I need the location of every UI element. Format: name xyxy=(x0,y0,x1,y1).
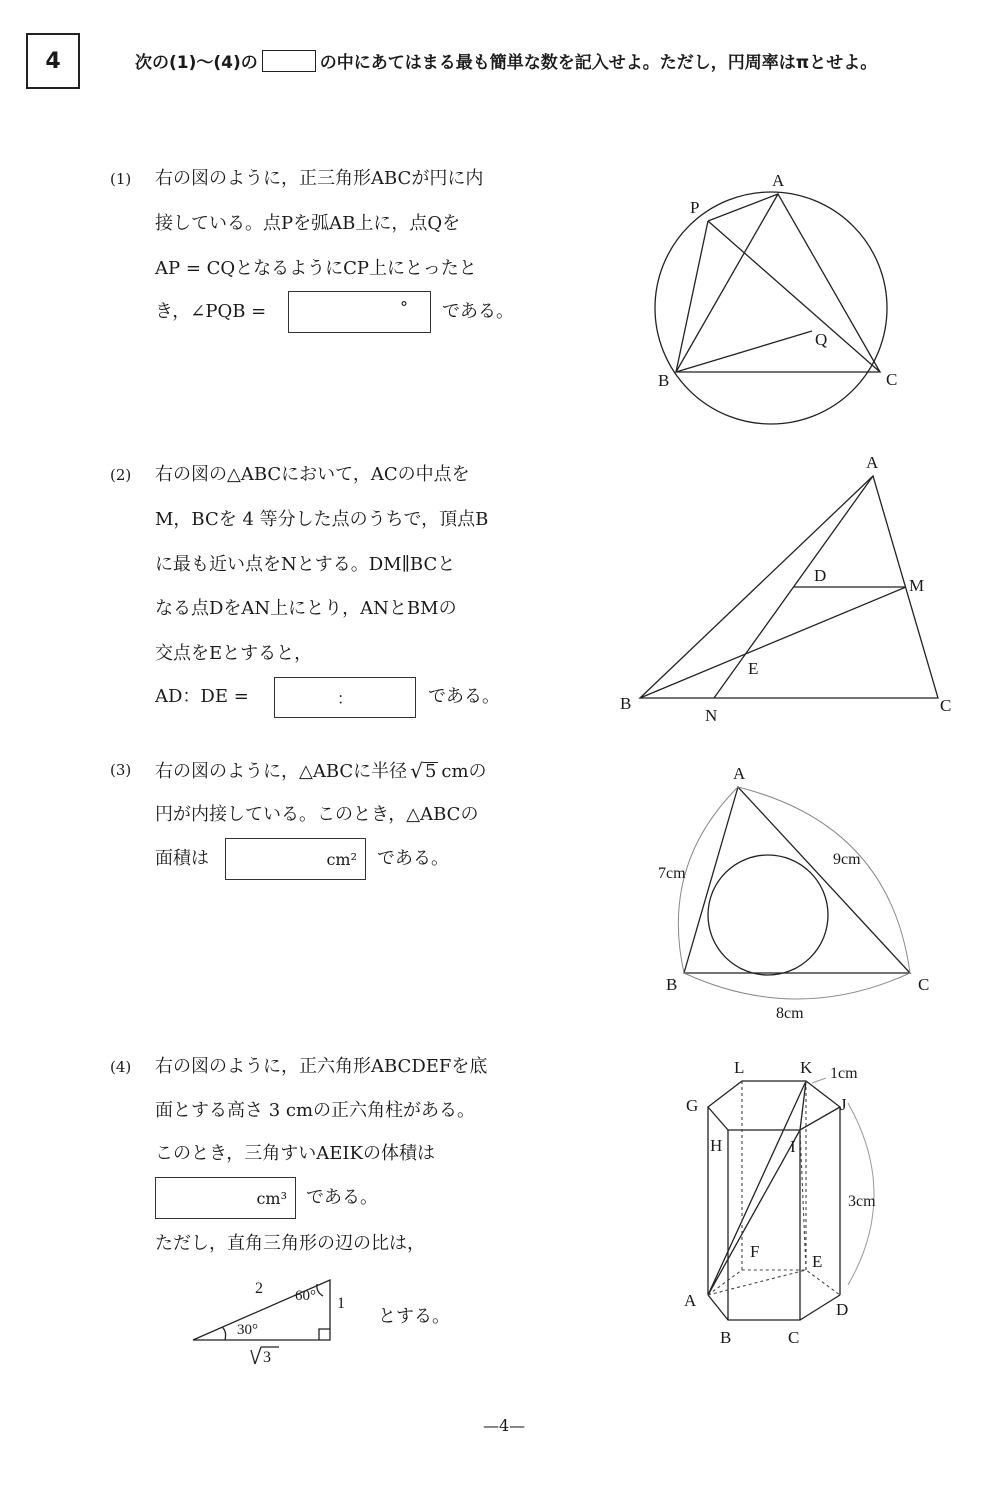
q2-label-c: C xyxy=(940,696,952,715)
q4-line-3: このとき，三角すいAEIKの体積は xyxy=(155,1143,435,1164)
q3-label-ab-length: 7cm xyxy=(658,865,686,882)
q3-lead: 面積は xyxy=(155,848,209,869)
q4-label-c: C xyxy=(788,1328,800,1347)
q3-figure xyxy=(640,755,960,1025)
q1-label-q: Q xyxy=(815,330,828,349)
q4-ref-hypotenuse-label: 2 xyxy=(255,1280,263,1297)
q4-line-2: 面とする高さ 3 cmの正六角柱がある。 xyxy=(155,1100,476,1121)
q1-degree-unit: ° xyxy=(400,297,408,317)
question-number-box xyxy=(26,33,80,89)
q3-triangle-abc xyxy=(684,787,910,973)
q2-label-b: B xyxy=(620,694,632,713)
q4-hidden-segment-ae xyxy=(708,1270,806,1295)
q1-line-2: 接している。点Pを弧AB上に，点Qを xyxy=(155,213,461,234)
q4-label-k: K xyxy=(800,1058,813,1077)
q3-number: (3) xyxy=(110,761,132,779)
q4-ref-angle-30-label: 30° xyxy=(237,1322,258,1338)
q4-label-d: D xyxy=(836,1300,849,1319)
q4-line-1: 右の図のように，正六角形ABCDEFを底 xyxy=(155,1056,488,1077)
q2-lead: AD：DE = xyxy=(155,686,249,707)
q3-answer-box[interactable] xyxy=(225,838,366,880)
q2-label-d: D xyxy=(814,566,827,585)
q1-figure xyxy=(640,165,960,440)
q1-segment-pb xyxy=(676,221,708,372)
q4-ref-angle-30-arc xyxy=(222,1327,226,1340)
q1-number: (1) xyxy=(110,170,132,188)
q2-line-3: に最も近い点をNとする。DM∥BCと xyxy=(155,554,456,575)
q2-figure xyxy=(600,448,970,733)
instruction-blank-sample xyxy=(262,50,316,72)
q3-arc-ab xyxy=(678,787,738,973)
q2-label-n: N xyxy=(705,706,718,725)
q4-ref-short-side-label: 1 xyxy=(337,1295,345,1312)
instruction-header xyxy=(135,48,877,73)
q1-label-c: C xyxy=(886,370,898,389)
q4-leader-1cm xyxy=(812,1078,826,1083)
q4-ref-sqrt-stroke xyxy=(255,1347,261,1364)
q3-unit: cm² xyxy=(326,849,357,869)
q4-label-l: L xyxy=(734,1058,745,1077)
q1-label-b: B xyxy=(658,371,670,390)
question-number: 4 xyxy=(45,48,61,74)
q3-sqrt xyxy=(410,761,438,781)
q4-ref-sqrt-tick xyxy=(251,1350,255,1364)
q2-number: (2) xyxy=(110,466,132,484)
q4-number: (4) xyxy=(110,1058,132,1076)
q4-note-tail: とする。 xyxy=(378,1306,450,1327)
q4-ref-long-side-value: 3 xyxy=(263,1349,271,1366)
q1-segment-pc xyxy=(708,221,880,372)
q4-label-a: A xyxy=(684,1291,697,1310)
q4-label-g: G xyxy=(686,1096,699,1115)
q2-line-2: M，BCを 4 等分した点のうちで，頂点B xyxy=(155,509,489,530)
q4-label-j: J xyxy=(840,1095,847,1114)
q3-arc-bc xyxy=(684,973,910,999)
q4-unit: cm³ xyxy=(256,1188,287,1208)
q4-tail: である。 xyxy=(306,1187,378,1208)
q4-segment-ak xyxy=(708,1081,806,1295)
q4-reference-triangle xyxy=(185,1268,365,1378)
q4-label-1cm: 1cm xyxy=(830,1065,858,1082)
q3-line-1 xyxy=(155,761,487,781)
q4-ref-angle-60-label: 60° xyxy=(295,1288,316,1304)
q4-label-i: I xyxy=(790,1137,796,1156)
q3-sqrt-value: 5 xyxy=(424,761,437,782)
q3-incircle xyxy=(708,855,828,975)
q4-figure xyxy=(660,1045,960,1365)
q3-line-2: 円が内接している。このとき，△ABCの xyxy=(155,804,479,825)
q4-label-f: F xyxy=(750,1242,760,1261)
q3-sqrt-sign: √ xyxy=(410,759,423,783)
q4-label-3cm: 3cm xyxy=(848,1193,876,1210)
q1-segment-pa xyxy=(708,194,778,221)
q4-answer-box[interactable] xyxy=(155,1177,296,1219)
q3-label-b: B xyxy=(666,975,678,994)
q3-tail: である。 xyxy=(377,848,449,869)
q2-label-m: M xyxy=(909,576,925,595)
q1-label-a: A xyxy=(772,171,785,190)
q3-line-1-post: cmの xyxy=(441,761,487,782)
q2-line-1: 右の図の△ABCにおいて，ACの中点を xyxy=(155,464,470,485)
q4-hidden-segment-ei xyxy=(800,1130,806,1270)
q2-tail: である。 xyxy=(428,686,500,707)
page-number: —4— xyxy=(483,1416,526,1435)
q1-label-p: P xyxy=(690,198,700,217)
q1-answer-box[interactable] xyxy=(288,291,431,333)
q2-label-e: E xyxy=(748,659,759,678)
q4-ref-right-angle-mark xyxy=(319,1329,330,1340)
q4-label-h: H xyxy=(710,1136,723,1155)
q3-label-c: C xyxy=(918,975,930,994)
q4-top-hexagon xyxy=(708,1081,840,1130)
q4-label-b: B xyxy=(720,1328,732,1347)
q1-tail: である。 xyxy=(442,301,514,322)
instruction-post: の中にあてはまる最も簡単な数を記入せよ。ただし，円周率はπとせよ。 xyxy=(319,53,878,73)
q2-ratio-colon: ： xyxy=(336,689,353,708)
q3-label-bc-length: 8cm xyxy=(776,1005,804,1022)
instruction-pre: 次の(1)〜(4)の xyxy=(135,53,258,73)
q2-line-5: 交点をEとすると， xyxy=(155,643,313,664)
q2-answer-box[interactable] xyxy=(274,677,416,718)
q4-label-e: E xyxy=(812,1252,823,1271)
q4-note: ただし，直角三角形の辺の比は， xyxy=(155,1233,425,1254)
q1-line-3: AP = CQとなるようにCP上にとったと xyxy=(155,258,477,279)
q2-label-a: A xyxy=(866,453,879,472)
q3-line-1-pre: 右の図のように，△ABCに半径 xyxy=(155,761,408,782)
q3-label-ac-length: 9cm xyxy=(833,851,861,868)
q3-label-a: A xyxy=(733,764,746,783)
q1-line-1: 右の図のように，正三角形ABCが円に内 xyxy=(155,168,484,189)
q2-segment-bm xyxy=(640,587,906,698)
q1-lead: き，∠PQB = xyxy=(155,301,267,322)
q2-line-4: なる点DをAN上にとり，ANとBMの xyxy=(155,598,457,619)
